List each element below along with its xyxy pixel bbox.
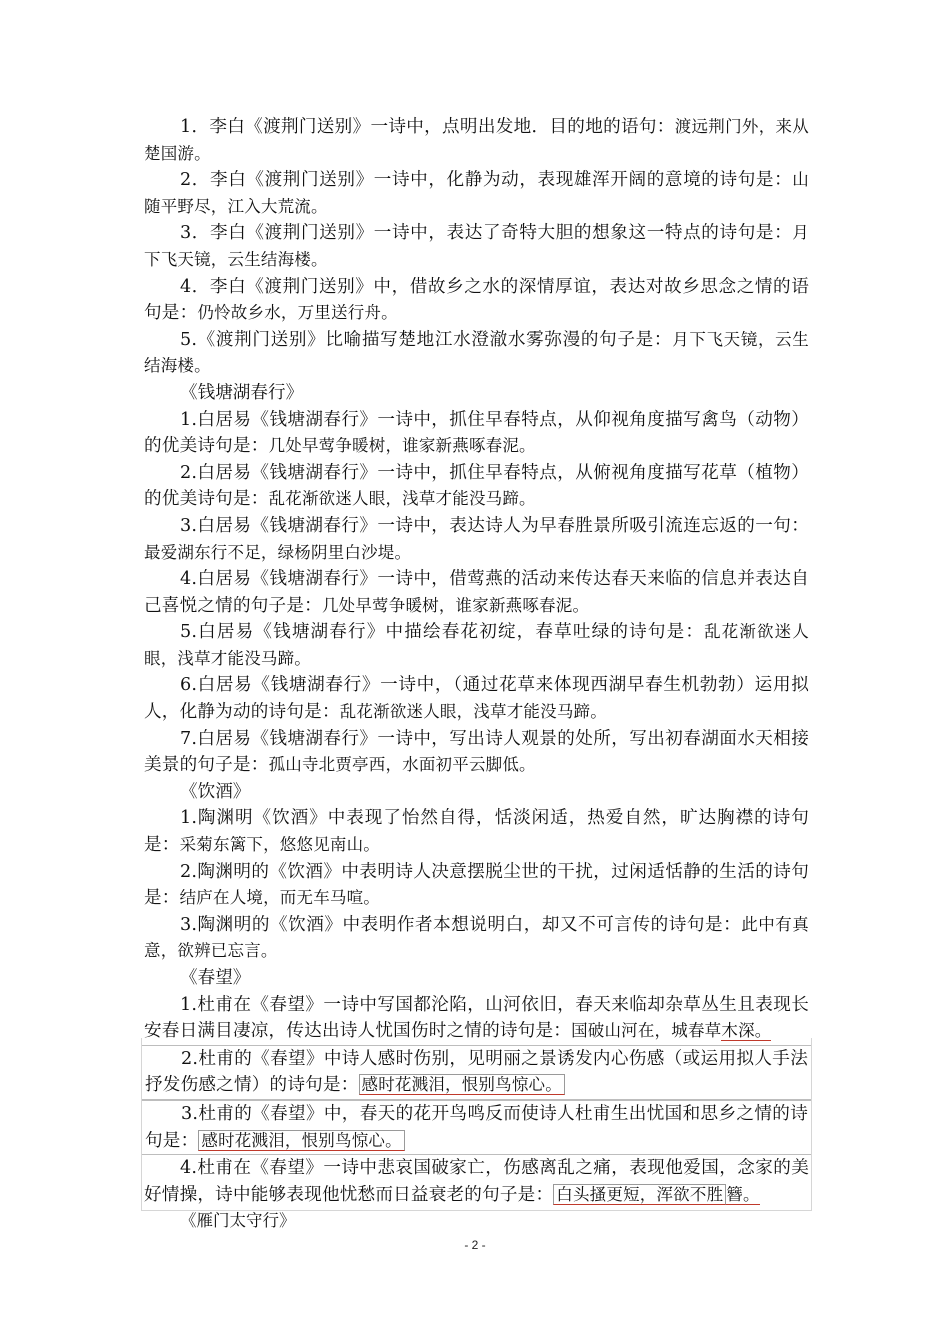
paragraph-qiantang-2 — [144, 460, 809, 513]
question-text: 5.白居易《钱塘湖春行》中描绘春花初绽，春草吐绿的诗句是： — [180, 622, 705, 643]
answer-text: 月下飞天镜，云生结海楼。 — [144, 223, 809, 269]
paragraph-dujingmen-1 — [144, 114, 809, 167]
answer-text: 渡远荆门外，来从楚国游。 — [144, 117, 810, 163]
answer-text: 国破山河在，城春草 — [571, 1021, 722, 1041]
section-heading-qiantang: 《钱塘湖春行》 — [180, 382, 304, 403]
paragraph-yinjiu-1 — [144, 805, 809, 858]
answer-text: 结庐在人境，而无车马喧。 — [179, 888, 380, 908]
paragraph-qiantang-4 — [144, 566, 809, 619]
section-heading-yinjiu: 《饮酒》 — [180, 781, 251, 802]
boxed-answer-text: 感时花溅泪，恨别鸟惊心。 — [359, 1074, 565, 1095]
underlined-answer-text: 簪。 — [726, 1184, 760, 1204]
paragraph-qiantang-6 — [144, 672, 809, 725]
question-text: 1.陶渊明《饮酒》中表现了怡然自得，恬淡闲适，热爱自然，旷达胸襟的诗句是： — [144, 808, 809, 856]
question-text: 1.白居易《钱塘湖春行》一诗中，抓住早春特点，从仰视角度描写禽鸟（动物）的优美诗句是： — [144, 409, 809, 457]
answer-text: 最爱湖东行不足，绿杨阴里白沙堤。 — [144, 542, 412, 562]
answer-text: 几处早莺争暖树，谁家新燕啄春泥。 — [268, 436, 536, 456]
paragraph-qiantang-1 — [144, 407, 809, 460]
question-text: 2.杜甫的《春望》中诗人感时伤别，见明丽之景诱发内心伤感（或运用拟人手法抒发伤感之情）的诗句是： — [145, 1048, 808, 1096]
paragraph-dujingmen-5 — [144, 327, 809, 380]
question-text: 5.《渡荆门送别》比喻描写楚地江水澄澈水雾弥漫的句子是： — [180, 329, 673, 350]
answer-text: 此中有真意，欲辨已忘言。 — [144, 914, 809, 961]
answer-text: 月下飞天镜，云生结海楼。 — [144, 329, 809, 376]
answer-text: 仍怜故乡水，万里送行舟。 — [197, 303, 398, 323]
question-text: 2．李白《渡荆门送别》一诗中，化静为动，表现雄浑开阔的意境的诗句是： — [180, 170, 793, 191]
question-text: 6.白居易《钱塘湖春行》一诗中，（通过花草来体现西湖早春生机勃勃）运用拟人，化静为动的诗句是： — [144, 675, 809, 723]
section-heading-chunwang: 《春望》 — [180, 968, 251, 988]
question-text: 1.杜甫在《春望》一诗中写国都沦陷，山河依旧，春天来临却杂草丛生且表现长安春日满目凄凉，传达出诗人忧国伤时之情的诗句是： — [144, 994, 809, 1042]
paragraph-qiantang-7 — [144, 726, 809, 779]
question-text: 4．李白《渡荆门送别》中，借故乡之水的深情厚谊，表达对故乡思念之情的语句是： — [144, 276, 809, 324]
question-text: 2.白居易《钱塘湖春行》一诗中，抓住早春特点，从俯视角度描写花草（植物）的优美诗句是： — [144, 462, 809, 510]
question-text: 1．李白《渡荆门送别》一诗中，点明出发地．目的地的语句： — [180, 117, 675, 137]
paragraph-qiantang-3 — [144, 513, 809, 566]
answer-text: 乱花渐欲迷人眼，浅草才能没马蹄。 — [144, 622, 810, 668]
answer-text: 采菊东篱下，悠悠见南山。 — [179, 835, 380, 855]
paragraph-dujingmen-3 — [144, 220, 809, 273]
question-text: 4.杜甫在《春望》一诗中悲哀国破家亡，伤感离乱之痛，表现他爱国，念家的美好情操，诗中能够表现他忧愁而日益衰老的句子是： — [144, 1158, 809, 1205]
question-text: 3．李白《渡荆门送别》一诗中，表达了奇特大胆的想象这一特点的诗句是： — [180, 223, 793, 244]
page-number: - 2 - — [464, 1238, 486, 1252]
answer-text: 乱花渐欲迷人眼，浅草才能没马蹄。 — [268, 489, 536, 509]
text-frame-outline — [141, 1038, 812, 1211]
answer-text: 几处早莺争暖树，谁家新燕啄春泥。 — [321, 595, 590, 615]
question-text: 3.白居易《钱塘湖春行》一诗中，表达诗人为早春胜景所吸引流连忘返的一句： — [180, 515, 809, 536]
paragraph-dujingmen-4 — [144, 274, 809, 327]
paragraph-yinjiu-2 — [144, 859, 809, 912]
paragraph-yinjiu-3 — [144, 912, 809, 965]
question-text: 2.陶渊明的《饮酒》中表明诗人决意摆脱尘世的干扰，过闲适恬静的生活的诗句是： — [144, 861, 809, 909]
paragraph-dujingmen-2 — [144, 167, 809, 220]
underlined-answer-text: 木深。 — [721, 1021, 772, 1041]
paragraph-chunwang-1 — [144, 992, 809, 1045]
question-text: 3.杜甫的《春望》中，春天的花开鸟鸣反而使诗人杜甫生出忧国和思乡之情的诗句是： — [145, 1103, 808, 1151]
question-text: 4.白居易《钱塘湖春行》一诗中，借莺燕的活动来传达春天来临的信息并表达自己喜悦之情的句子是： — [144, 569, 809, 616]
boxed-answer-text: 白头搔更短，浑欲不胜 — [553, 1184, 726, 1205]
question-text: 7.白居易《钱塘湖春行》一诗中，写出诗人观景的处所，写出初春湖面水天相接美景的句子是： — [144, 728, 809, 776]
section-heading-yanmen: 《雁门太守行》 — [180, 1211, 296, 1231]
answer-text: 孤山寺北贾亭西，水面初平云脚低。 — [268, 755, 536, 775]
paragraph-qiantang-5 — [144, 619, 809, 672]
question-text: 3.陶渊明的《饮酒》中表明作者本想说明白，却又不可言传的诗句是： — [180, 914, 742, 935]
boxed-answer-text: 感时花溅泪，恨别鸟惊心。 — [198, 1130, 404, 1151]
answer-text: 山随平野尽，江入大荒流。 — [144, 170, 809, 216]
answer-text: 乱花渐欲迷人眼，浅草才能没马蹄。 — [339, 702, 607, 722]
